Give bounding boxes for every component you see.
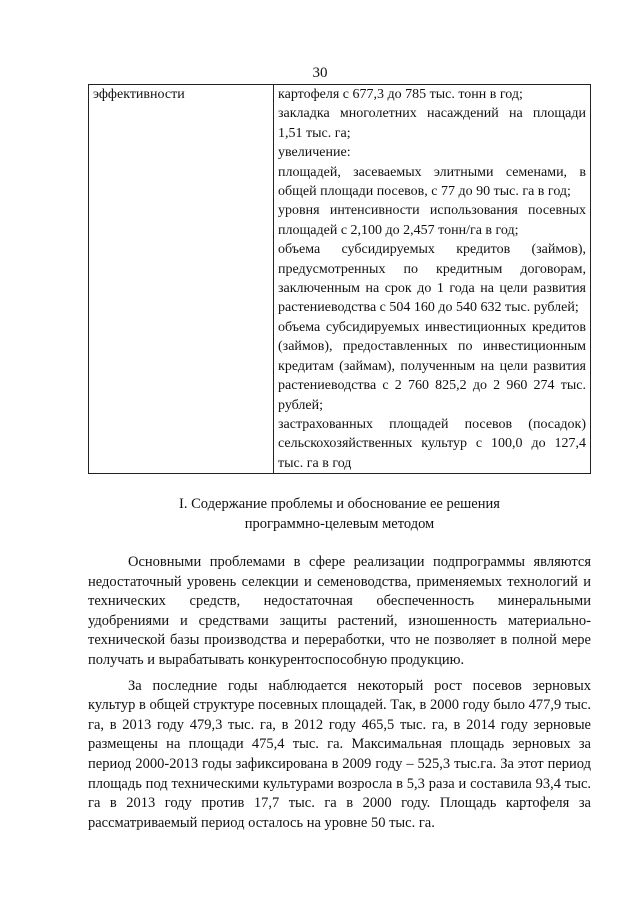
table-item: закладка многолетних насаждений на площади 1,51 тыс. га; (278, 106, 586, 141)
table-row (89, 85, 591, 474)
table-item: объема субсидируемых кредитов (займов), предусмотренных по кредитным договорам, заключенным на срок до 1 года на цели развития растениеводства с 504 160 до 540 632 тыс. рублей; (278, 242, 586, 316)
table-item: увеличение: (278, 145, 351, 161)
section-heading-line: I. Содержание проблемы и обоснование ее решения (179, 496, 500, 512)
section-heading-line: программно-целевым методом (244, 516, 435, 532)
page-number: 30 (312, 65, 328, 81)
table-item: объема субсидируемых инвестиционных кредитов (займов), предоставленных по инвестиционным кредитам (займам), полученным на цели развития растениеводства с 2 760 825,2 до 2 960 274 тыс. рублей; (278, 319, 586, 413)
body-text (88, 553, 591, 833)
paragraph: За последние годы наблюдается некоторый рост посевов зерновых культур в общей структуре посевных площадей. Так, в 2000 году было 477,9 тыс. га, в 2013 году 479,3 тыс. га, в 2012 году 465,5 тыс. га, в 2014 году зерновые размещены на площади 475,4 тыс. га. Максимальная площадь зерновых за период 2000-2013 годы зафиксирована в 2009 году – 525,3 тыс.га. За этот период площадь под техническими культурами возросла в 5,3 раза и составила 93,4 тыс. га в 2013 году против 17,7 тыс. га в 2000 году. Площадь картофеля за рассматриваемый период осталось на уровне 50 тыс. га. (88, 677, 591, 831)
table-item: уровня интенсивности использования посевных площадей с 2,100 до 2,457 тонн/га в год; (278, 203, 586, 238)
table-item: картофеля с 677,3 до 785 тыс. тонн в год; (278, 87, 523, 102)
paragraph: Основными проблемами в сфере реализации подпрограммы являются недостаточный уровень селекции и семеноводства, применяемых технологий и технических средств, недостаточная обеспеченность минеральными удобрениями и средствами защиты растений, изношенность материально-технической базы производства и переработки, что не позволяет в полной мере получать и вырабатывать конкурентоспособную продукцию. (88, 554, 591, 668)
table-item: площадей, засеваемых элитными семенами, в общей площади посевов, с 77 до 90 тыс. га в год; (278, 164, 586, 200)
section-heading (88, 494, 591, 534)
indicators-table (88, 84, 591, 474)
table-cell-left: эффективности (89, 85, 274, 474)
table-item: застрахованных площадей посевов (посадок) сельскохозяйственных культур с 100,0 до 127,4 тыс. га в год (278, 416, 586, 471)
table-cell-right (274, 85, 591, 474)
